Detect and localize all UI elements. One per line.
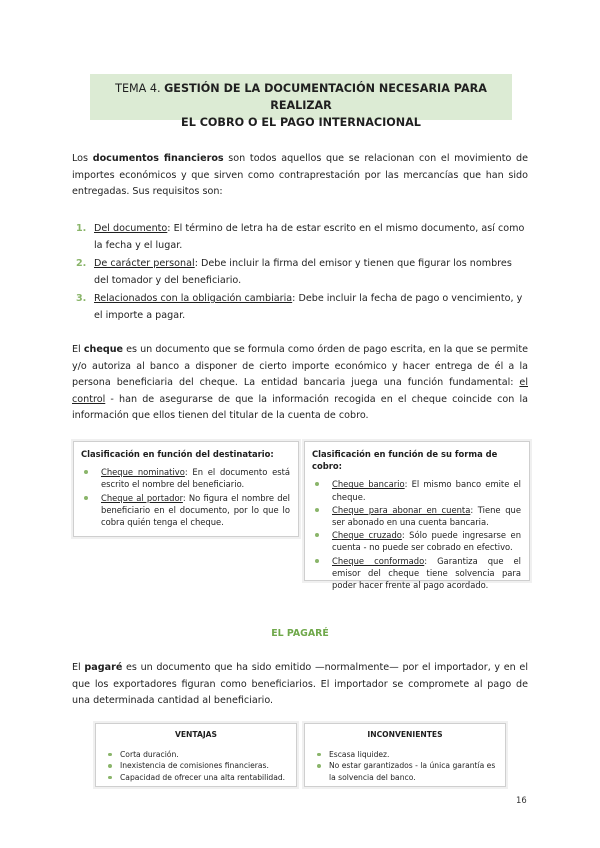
list-item [74,492,298,529]
bullet-icon [108,753,112,757]
requirement-text: : Debe incluir la fecha de pago o vencimiento, y el importe a pagar. [94,293,523,321]
item-text: : Sólo puede ingresarse en cuenta - no puede ser cobrado en efectivo. [332,530,522,553]
intro-bold: documentos financieros [92,153,224,164]
requirement-term: Relacionados con la obligación cambiaria [94,293,293,304]
requirements-list [72,221,528,326]
pagare-section-title: EL PAGARÉ [271,628,329,639]
cheque-bold: cheque [83,344,124,355]
item-text: No estar garantizados - la única garantía es la solvencia del banco. [329,761,496,782]
list-item [305,760,505,783]
list-item [72,221,528,254]
list-item [72,256,528,289]
pagare-bold: pagaré [84,662,123,673]
bullet-icon [315,482,319,486]
chapter-title-line1 [90,80,512,114]
item-text: : El mismo banco emite el cheque. [332,479,521,502]
list-item [305,529,529,553]
list-number: 2. [76,258,87,269]
item-text: : No figura el nombre del beneficiario en el documento, por lo que lo cobra quién tenga el cheque. [101,492,290,528]
intro-paragraph [72,151,528,201]
item-text: Inexistencia de comisiones financieras. [120,761,269,770]
bullet-icon [108,776,112,780]
item-term: Cheque conformado [332,555,425,566]
item-term: Cheque al portador [101,492,183,503]
ventajas-title: VENTAJAS [174,730,218,739]
destinatario-box-title: Clasificación en función del destinatario: [81,449,274,459]
forma-cobro-box [304,441,530,591]
item-term: Cheque nominativo [101,467,185,478]
bullet-icon [108,764,112,768]
inconvenientes-list [305,749,505,784]
bullet-icon [84,470,88,474]
intro-post: son todos aquellos que se relacionan con el movimiento de importes económicos y que sirven como contraprestación por las mercancías que han sido entregadas. Sus requisitos son: [72,153,529,197]
destinatario-list [74,466,298,528]
bullet-icon [315,533,319,537]
destinatario-box [73,441,299,537]
item-term: Cheque cruzado [332,530,402,541]
item-term: Cheque bancario [332,479,405,490]
cheque-post: - han de asegurarse de que la información recogida en el cheque coincide con la información que ellos tienen del titular de la cuenta de cobro. [72,393,528,421]
list-item [74,466,298,490]
cheque-pre: El [72,344,84,355]
intro-pre: Los [72,153,93,164]
item-text: Capacidad de ofrecer una alta rentabilidad. [120,772,286,782]
requirement-text: : Debe incluir la firma del emisor y tienen que figurar los nombres del tomador y del beneficiario. [94,258,512,286]
bullet-icon [84,496,88,500]
item-text: : Tiene que ser abonado en una cuenta bancaria. [332,504,521,528]
pagare-post: es un documento que ha sido emitido —normalmente— por el importador, y en el que los exportadores figuran como beneficiarios. El importador se compromete al pago de una determinada cantidad al beneficiario. [72,662,528,706]
chapter-title-box [90,74,512,129]
list-item [96,772,296,784]
list-item [305,504,529,528]
item-term: Cheque para abonar en cuenta [332,504,471,515]
list-number: 1. [76,223,87,234]
cheque-paragraph [72,342,528,425]
chapter-title-text: GESTIÓN DE LA DOCUMENTACIÓN NECESARIA PARA REALIZAR [164,82,487,112]
list-number: 3. [76,293,87,304]
cheque-underlined: el control [72,377,528,405]
inconvenientes-title: INCONVENIENTES [367,730,443,739]
pagare-pre: El [72,662,85,673]
list-item [96,760,296,772]
list-item [305,749,505,761]
requirement-term: Del documento [94,223,168,234]
list-item [305,478,529,502]
forma-cobro-box-title: Clasificación en función de su forma de cobro: [312,449,498,472]
bullet-icon [317,753,321,757]
bullet-icon [315,559,319,563]
item-text: : En el documento está escrito el nombre del beneficiario. [101,467,290,490]
ventajas-box [95,723,297,787]
cheque-mid: es un documento que se formula como órden de pago escrita, en la que se permite y/o autoriza al banco a disponer de cierto importe económico y hacer entrega de él a la persona beneficiaria del cheque. La entidad bancaria juega una función fundamental: [72,344,528,388]
inconvenientes-box [304,723,506,787]
chapter-label: TEMA 4. [115,82,161,95]
item-text: : Garantiza que el emisor del cheque tiene solvencia para poder hacer frente al pago acordado. [332,555,521,591]
list-item [96,749,296,761]
bullet-icon [317,764,321,768]
list-item [72,291,528,324]
chapter-title-line2: EL COBRO O EL PAGO INTERNACIONAL [181,116,421,129]
pagare-paragraph [72,660,528,710]
item-text: Corta duración. [120,749,179,759]
forma-cobro-list [305,478,529,591]
page-number: 16 [516,795,527,805]
ventajas-list [96,749,296,784]
item-text: Escasa liquidez. [329,749,390,759]
bullet-icon [315,508,319,512]
requirement-term: De carácter personal [94,258,195,269]
requirement-text: : El término de letra ha de estar escrito en el mismo documento, así como la fecha y el lugar. [94,223,525,251]
list-item [305,555,529,592]
